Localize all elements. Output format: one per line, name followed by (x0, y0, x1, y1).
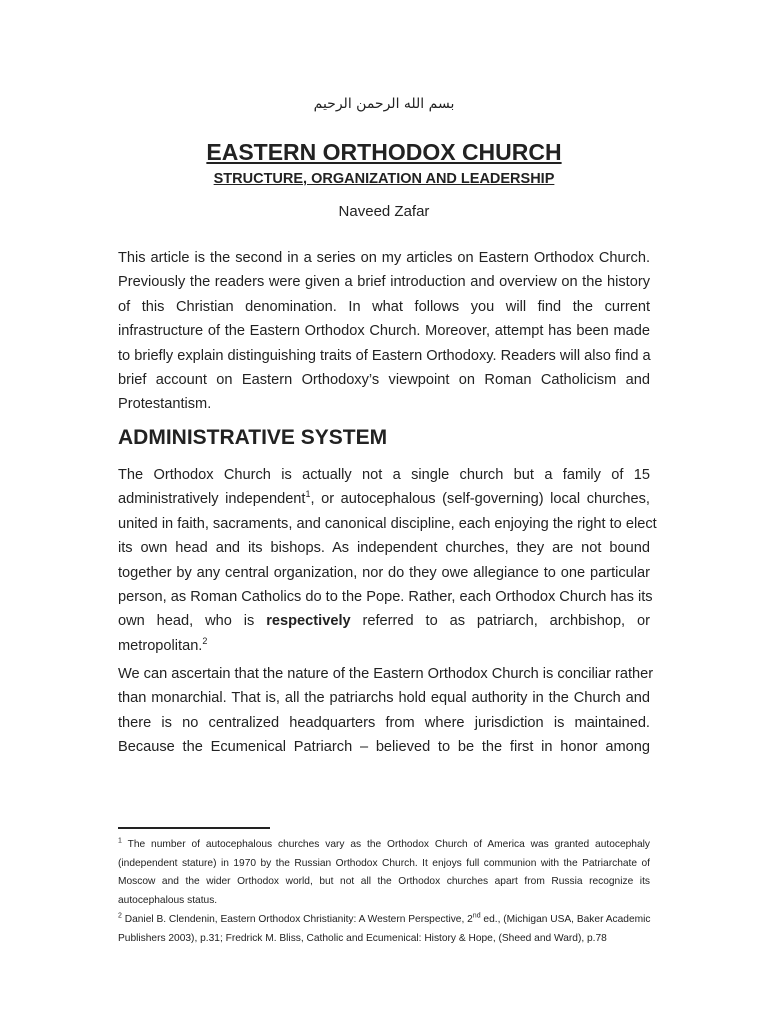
footnote-reference: nd (472, 912, 481, 920)
text-segment: The number of autocephalous churches vary as the Orthodox Church of America was granted autocephaly (121, 839, 650, 850)
text-line (118, 873, 650, 892)
text-line (118, 512, 657, 536)
bismillah-calligraphy: بسم الله الرحمن الرحیم (313, 96, 455, 112)
text-segment: respectively (266, 613, 351, 630)
text-line: than monarchial. That is, all the patriarchs hold equal authority in the Church and (118, 690, 650, 707)
text-segment: referred to as patriarch, archbishop, or (350, 613, 650, 630)
text-segment: Daniel B. Clendenin, Eastern Orthodox Christianity: A Western Perspective, 2 (121, 914, 473, 925)
footnote-reference: 1 (118, 837, 122, 845)
text-segment: Moscow and the wider Orthodox world, but not all the Orthodox churches apart from Russia recognize its (118, 876, 650, 888)
document-subtitle: STRUCTURE, ORGANIZATION AND LEADERSHIP (213, 171, 555, 187)
text-line: of this Christian denomination. In what follows you will find the current (118, 298, 650, 315)
text-line: We can ascertain that the nature of the Eastern Orthodox Church is conciliar rather (118, 666, 654, 682)
author-name: Naveed Zafar (338, 203, 430, 220)
text-line (118, 930, 650, 949)
text-segment: together by any central organization, nor do they owe allegiance to one particular (118, 564, 650, 581)
section-heading: ADMINISTRATIVE SYSTEM (118, 426, 388, 449)
footnote-reference: 2 (202, 635, 208, 646)
text-segment: ed., (Michigan USA, Baker Academic (480, 914, 651, 925)
text-line: brief account on Eastern Orthodoxy’s viewpoint on Roman Catholicism and (118, 371, 650, 388)
text-segment: , or autocephalous (self-governing) local churches, (310, 491, 650, 508)
text-line (118, 536, 650, 560)
footnote-reference: 2 (118, 912, 122, 920)
text-line: This article is the second in a series on my articles on Eastern Orthodox Church. (118, 250, 650, 266)
document-title: EASTERN ORTHODOX CHURCH (206, 139, 562, 165)
text-line (118, 892, 650, 911)
text-line (118, 609, 650, 633)
text-line (118, 855, 650, 874)
text-segment: (independent stature) in 1970 by the Russian Orthodox Church. It enjoys full communion with the Patriarchate of (118, 857, 650, 869)
footnote-separator (118, 827, 270, 829)
text-segment: its own head and its bishops. As independent churches, they are not bound (118, 540, 650, 557)
text-segment: united in faith, sacraments, and canonical discipline, each enjoying the right to elect (118, 515, 657, 532)
paragraph-administrative (118, 463, 657, 658)
text-line: Because the Ecumenical Patriarch – believed to be the first in honor among (118, 739, 650, 756)
text-line: infrastructure of the Eastern Orthodox Church. Moreover, attempt has been made (118, 323, 650, 340)
text-line (118, 561, 650, 585)
text-line (118, 463, 650, 487)
text-segment: person, as Roman Catholics do to the Pope. Rather, each Orthodox Church has its (118, 588, 653, 605)
text-line (118, 634, 650, 658)
footnote-reference: 1 (305, 489, 311, 500)
paragraph-conciliar (118, 662, 654, 760)
text-line: to briefly explain distinguishing traits of Eastern Orthodoxy. Readers will also find a (118, 347, 651, 364)
text-segment: Publishers 2003), p.31; Fredrick M. Bliss, Catholic and Ecumenical: History & Hope, (Sheed and Ward), p.78 (118, 932, 607, 944)
footnote-2 (118, 911, 650, 948)
text-line: Previously the readers were given a brief introduction and overview on the history (118, 274, 650, 291)
text-line (118, 585, 653, 609)
text-segment: The Orthodox Church is actually not a single church but a family of 15 (118, 467, 650, 483)
text-segment: own head, who is (118, 613, 267, 630)
footnote-1 (118, 836, 650, 910)
text-line (118, 836, 650, 855)
text-line (118, 911, 650, 930)
text-segment: administratively independent (118, 491, 306, 508)
intro-paragraph (118, 246, 650, 417)
text-segment: metropolitan. (118, 637, 203, 654)
text-line: there is no centralized headquarters from where jurisdiction is maintained. (118, 714, 650, 731)
text-line (118, 487, 650, 511)
text-segment: autocephalous status. (118, 894, 218, 906)
text-line: Protestantism. (118, 396, 212, 413)
